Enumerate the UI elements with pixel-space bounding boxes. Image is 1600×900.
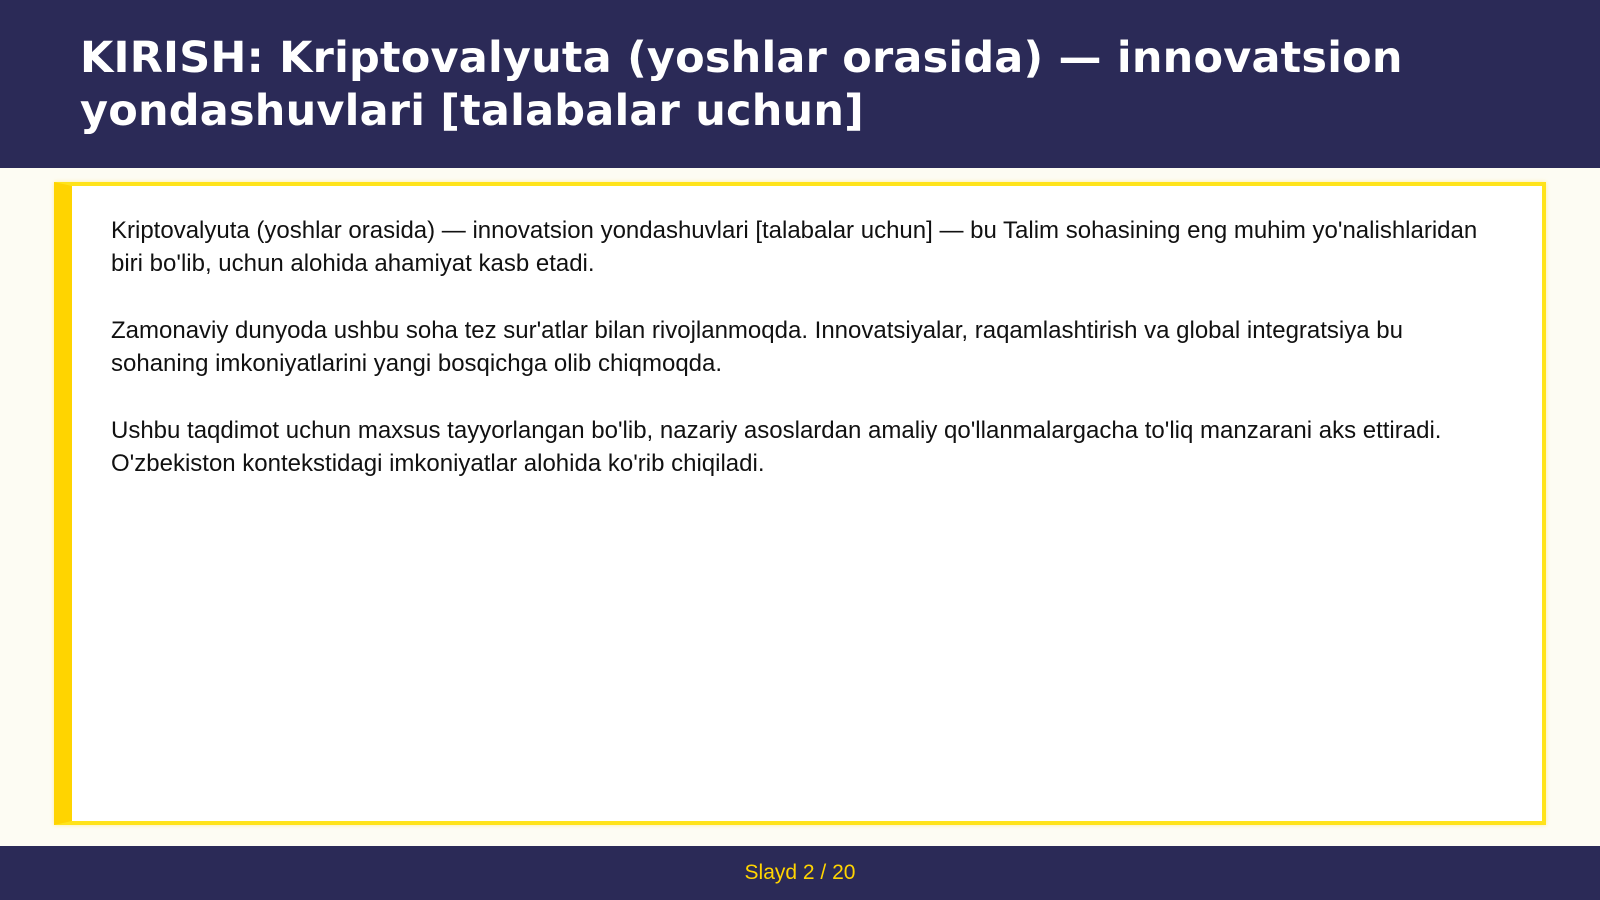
slide-number: Slayd 2 / 20 (744, 861, 856, 884)
content-card (54, 182, 1546, 825)
slide-footer (0, 846, 1600, 900)
slide-header (0, 0, 1600, 168)
paragraph-intro: Kriptovalyuta (yoshlar orasida) — innovatsion yondashuvlari [talabalar uchun] — bu Talim sohasining eng muhim yo'nalishlaridan biri bo'lib, uchun alohida ahamiyat kasb etadi. (111, 217, 1478, 277)
content-body (111, 214, 1496, 514)
paragraph-modern-world: Zamonaviy dunyoda ushbu soha tez sur'atlar bilan rivojlanmoqda. Innovatsiyalar, raqamlashtirish va global integratsiya bu sohaning imkoniyatlarini yangi bosqichga olib chiqmoqda. (111, 317, 1403, 377)
slide-title: KIRISH: Kriptovalyuta (yoshlar orasida) — innovatsion yondashuvlari [talabalar uchun] (80, 33, 1403, 136)
paragraph-presentation: Ushbu taqdimot uchun maxsus tayyorlangan bo'lib, nazariy asoslardan amaliy qo'llanmalargacha to'liq manzarani aks ettiradi. O'zbekiston kontekstidagi imkoniyatlar alohida ko'rib chiqiladi. (111, 417, 1442, 477)
